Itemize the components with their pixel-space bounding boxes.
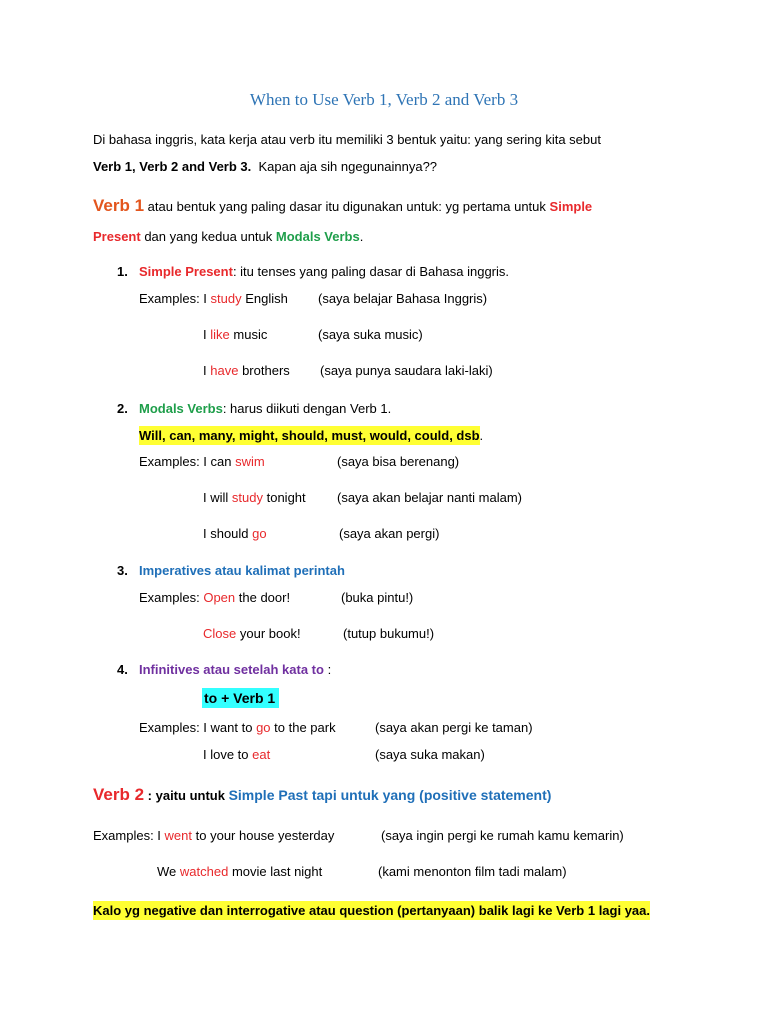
example-prefix: Examples: I xyxy=(93,828,161,843)
page-title: When to Use Verb 1, Verb 2 and Verb 3 xyxy=(249,90,519,109)
item-4-example-2 xyxy=(203,747,270,763)
example-suffix: movie last night xyxy=(231,864,323,879)
item-1-translation-3: (saya punya saudara laki-laki) xyxy=(320,363,493,378)
modal-list-highlight: Will, can, many, might, should, must, would, could, dsb xyxy=(139,428,480,443)
example-suffix: to your house yesterday xyxy=(195,828,335,843)
example-verb: Close xyxy=(203,626,237,641)
verb2-example-1 xyxy=(93,828,334,844)
verb2-translation-1: (saya ingin pergi ke rumah kamu kemarin) xyxy=(381,828,624,843)
example-prefix: Examples: I can xyxy=(139,454,232,469)
item-2-modal-list xyxy=(139,428,483,444)
intro-question: Kapan aja sih ngegunainnya?? xyxy=(258,159,438,174)
verb2-heading: Verb 2 xyxy=(93,785,145,804)
example-suffix: brothers xyxy=(242,363,290,378)
example-verb: eat xyxy=(252,747,271,762)
verb1-line-1 xyxy=(93,196,592,216)
item-1-example-2 xyxy=(203,327,267,343)
item-3-number: 3. xyxy=(117,563,128,578)
intro-line-2 xyxy=(93,159,437,175)
example-prefix: I xyxy=(203,363,207,378)
example-prefix: I xyxy=(203,327,207,342)
verb1-desc-b: dan yang kedua untuk xyxy=(144,229,273,244)
example-prefix: We xyxy=(157,864,177,879)
item-2-example-1 xyxy=(139,454,265,470)
item-2-text: : harus diikuti dengan Verb 1. xyxy=(222,401,392,416)
example-verb: went xyxy=(164,828,193,843)
item-3-translation-2: (tutup bukumu!) xyxy=(343,626,435,641)
verb2-line xyxy=(93,785,551,805)
item-4-translation-2: (saya suka makan) xyxy=(375,747,485,762)
example-verb: go xyxy=(256,720,271,735)
modal-list-period: . xyxy=(479,428,484,443)
example-prefix: Examples: I xyxy=(139,291,207,306)
example-verb: have xyxy=(210,363,239,378)
verb2-desc: Simple Past tapi untuk yang (positive statement) xyxy=(228,787,552,803)
item-3-translation-1: (buka pintu!) xyxy=(341,590,414,605)
example-prefix: Examples: xyxy=(139,590,200,605)
item-1-number: 1. xyxy=(117,264,128,279)
item-1-example-1 xyxy=(139,291,288,307)
note-highlight: Kalo yg negative dan interrogative atau question (pertanyaan) balik lagi ke Verb 1 lagi yaa. xyxy=(93,903,651,918)
item-4-colon: : xyxy=(327,662,332,677)
verb1-modals: Modals Verbs xyxy=(275,229,360,244)
verb1-simple-a: Simple xyxy=(549,199,593,214)
example-suffix: your book! xyxy=(239,626,301,641)
item-3-label: Imperatives atau kalimat perintah xyxy=(139,563,345,578)
example-suffix: English xyxy=(245,291,288,306)
verb1-simple-b: Present xyxy=(93,229,141,244)
item-4-label: Infinitives atau setelah kata to xyxy=(139,662,324,677)
item-2-example-3 xyxy=(203,526,267,542)
verb1-heading: Verb 1 xyxy=(93,196,145,215)
verb2-translation-2: (kami menonton film tadi malam) xyxy=(378,864,567,879)
verb2-colon: : yaitu untuk xyxy=(147,788,225,803)
item-3-example-2 xyxy=(203,626,301,642)
item-2-example-2 xyxy=(203,490,306,506)
verb1-desc: atau bentuk yang paling dasar itu digunakan untuk: yg pertama untuk xyxy=(147,199,546,214)
item-2-number: 2. xyxy=(117,401,128,416)
item-1-label: Simple Present xyxy=(139,264,233,279)
verb1-period: . xyxy=(359,229,364,244)
example-prefix: I love to xyxy=(203,747,249,762)
item-1-example-3 xyxy=(203,363,290,379)
example-prefix: I will xyxy=(203,490,229,505)
item-1-translation-1: (saya belajar Bahasa Inggris) xyxy=(318,291,488,306)
example-verb: study xyxy=(210,291,242,306)
example-verb: Open xyxy=(203,590,236,605)
item-3-example-1 xyxy=(139,590,290,606)
example-suffix: to the park xyxy=(274,720,336,735)
item-1-translation-2: (saya suka music) xyxy=(318,327,423,342)
item-4-heading xyxy=(139,662,331,678)
example-prefix: Examples: I want to xyxy=(139,720,253,735)
verb1-line-2 xyxy=(93,229,363,245)
example-verb: like xyxy=(210,327,230,342)
item-2-label: Modals Verbs xyxy=(139,401,223,416)
item-2-translation-1: (saya bisa berenang) xyxy=(337,454,460,469)
example-verb: study xyxy=(231,490,263,505)
verb2-example-2 xyxy=(157,864,322,880)
item-4-translation-1: (saya akan pergi ke taman) xyxy=(375,720,533,735)
item-4-number: 4. xyxy=(117,662,128,677)
item-2-translation-3: (saya akan pergi) xyxy=(339,526,440,541)
intro-bold: Verb 1, Verb 2 and Verb 3. xyxy=(93,159,252,174)
example-suffix: tonight xyxy=(266,490,306,505)
example-verb: swim xyxy=(235,454,265,469)
example-suffix: music xyxy=(233,327,268,342)
verb2-note xyxy=(93,903,650,919)
example-suffix: the door! xyxy=(238,590,291,605)
item-1-text: : itu tenses yang paling dasar di Bahasa inggris. xyxy=(232,264,509,279)
example-prefix: I should xyxy=(203,526,249,541)
example-verb: watched xyxy=(179,864,229,879)
item-2-heading xyxy=(139,401,391,417)
item-1-heading xyxy=(139,264,509,280)
formula-highlight: to + Verb 1 xyxy=(202,688,279,708)
item-4-formula xyxy=(202,690,279,707)
intro-line-1: Di bahasa inggris, kata kerja atau verb itu memiliki 3 bentuk yaitu: yang sering kita sebut xyxy=(93,132,601,147)
example-verb: go xyxy=(252,526,267,541)
item-4-example-1 xyxy=(139,720,336,736)
item-2-translation-2: (saya akan belajar nanti malam) xyxy=(337,490,522,505)
